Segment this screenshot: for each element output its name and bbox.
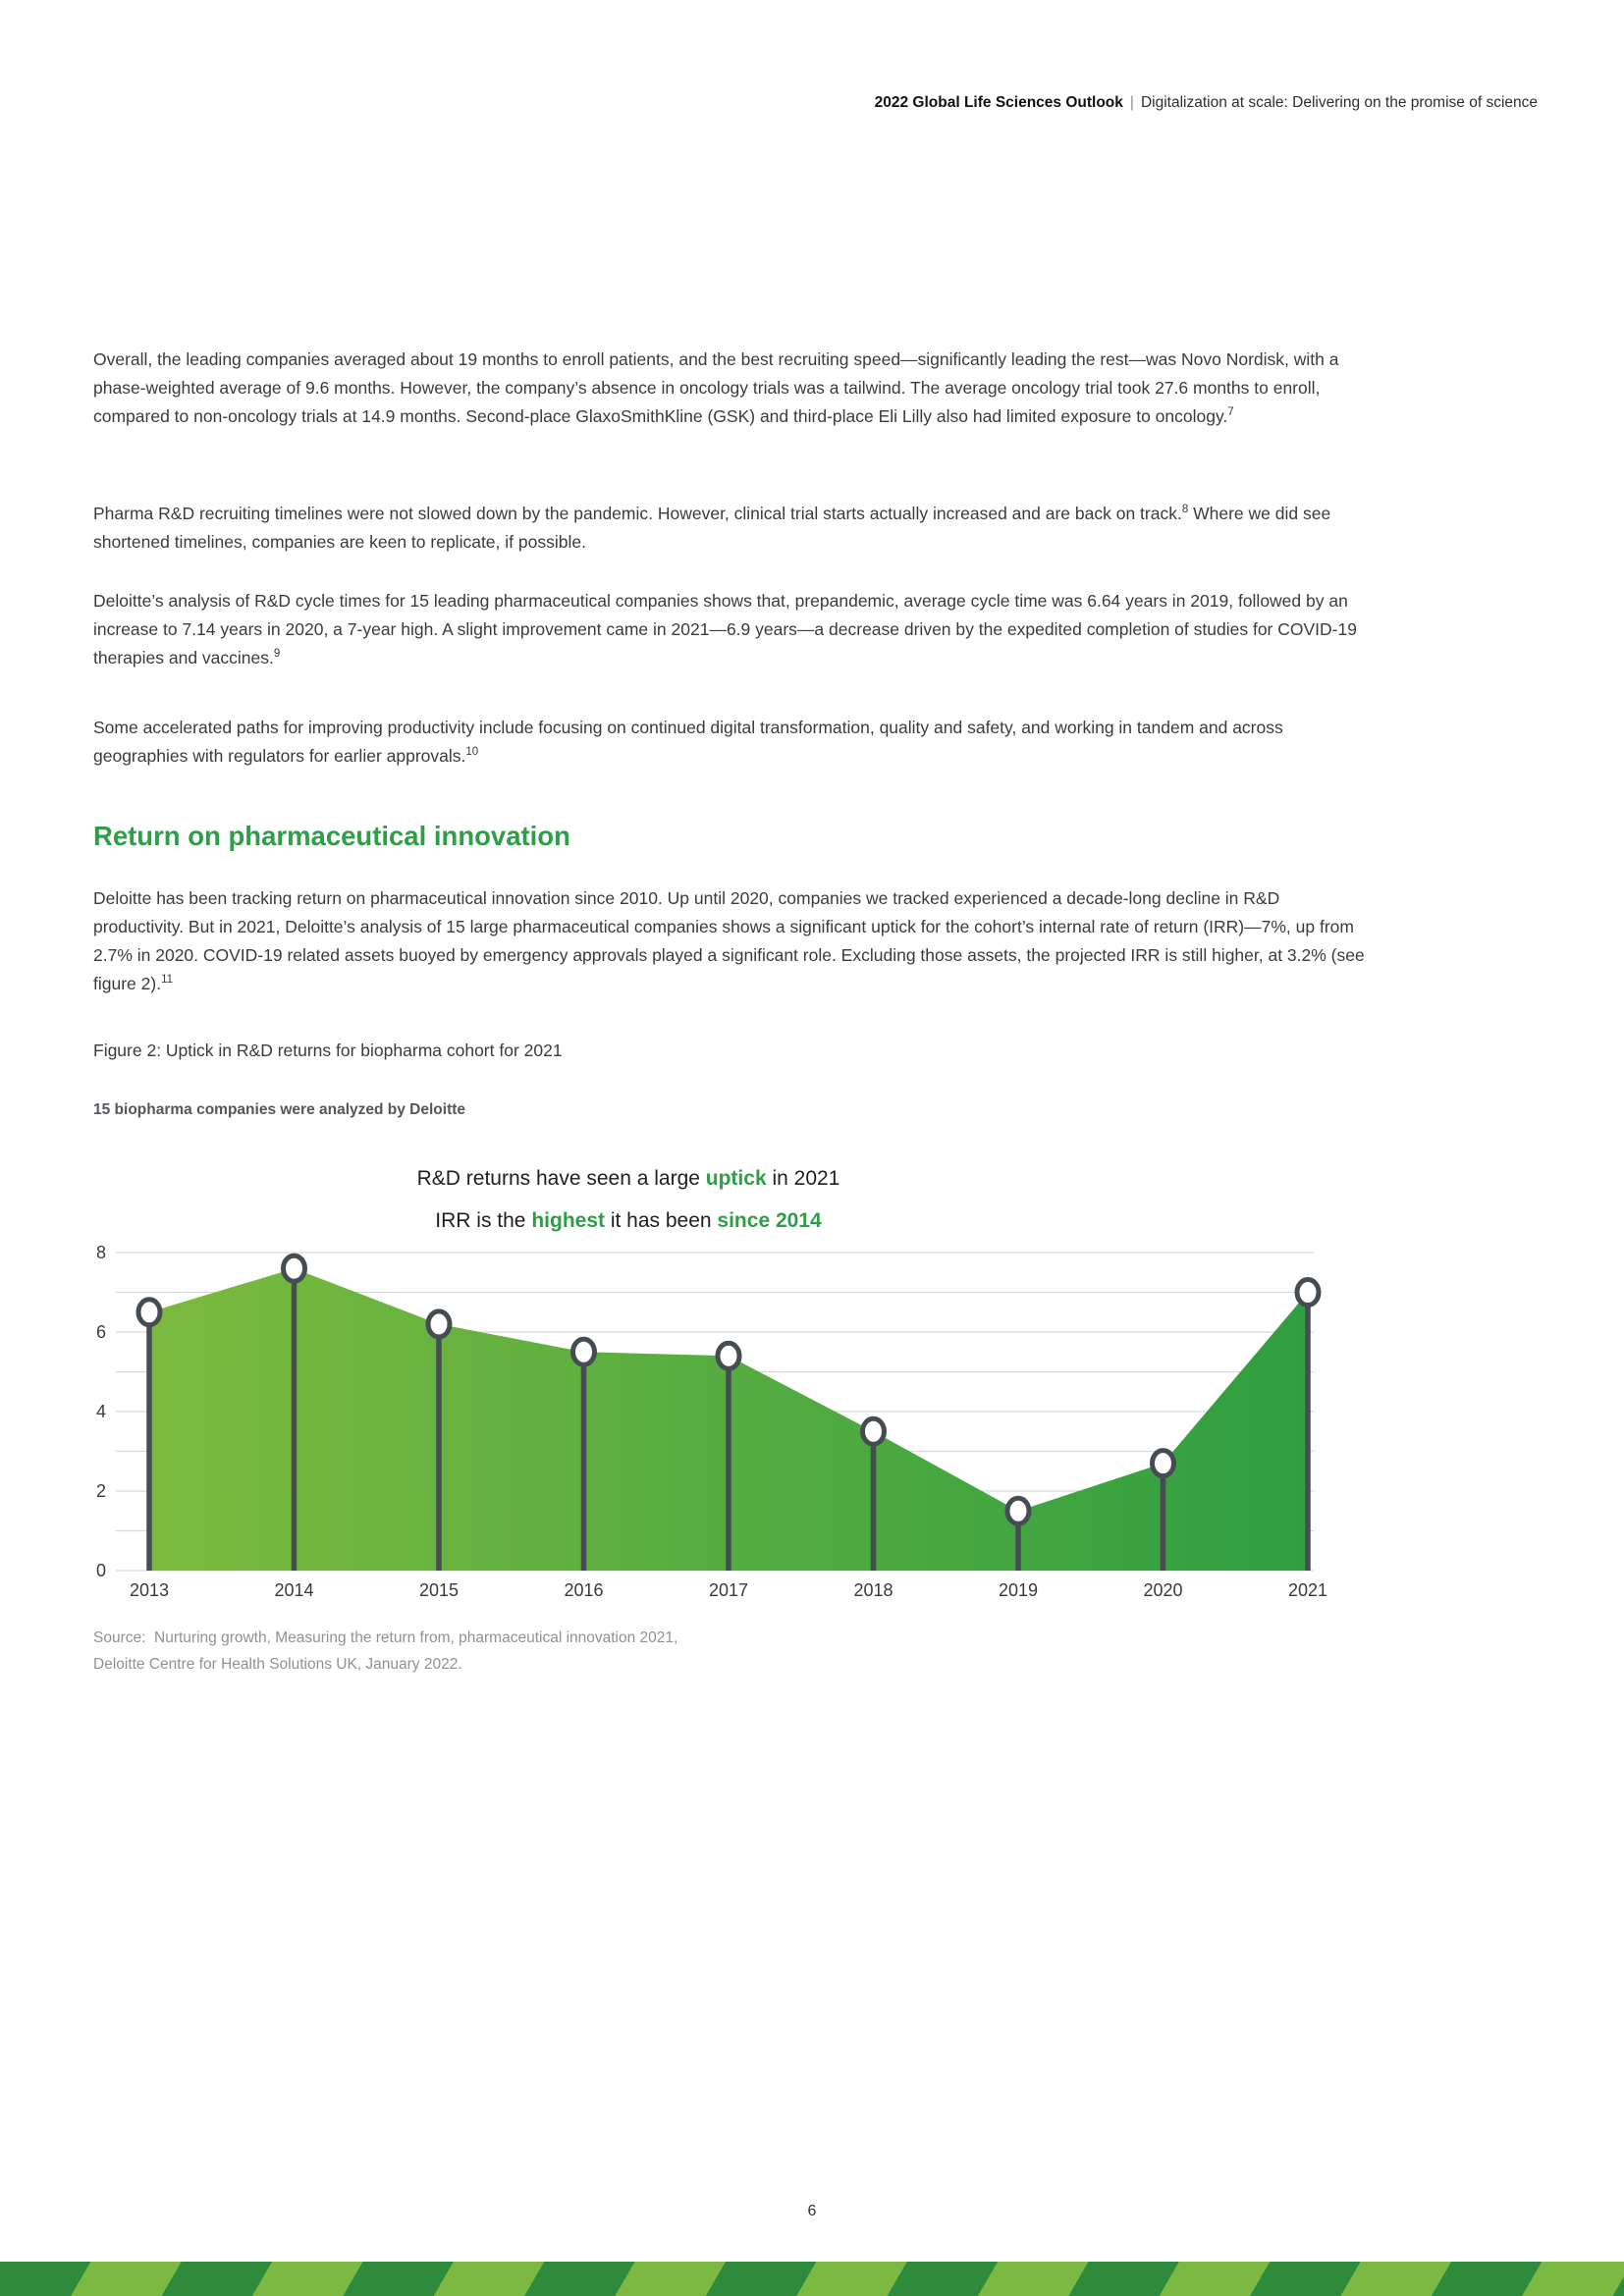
text-segment: since 2014	[717, 1209, 822, 1232]
text-segment: it has been	[605, 1209, 718, 1232]
paragraph-enrollment	[93, 346, 1372, 431]
svg-text:2021: 2021	[1287, 1580, 1328, 1600]
source-line-2: Deloitte Centre for Health Solutions UK, January 2022.	[93, 1656, 462, 1673]
text-segment: Some accelerated paths for improving productivity include focusing on continued digital transformation, quality and safety, and working in tandem and across geographies with regulators for earlier approvals.	[93, 718, 1283, 766]
area-chart	[79, 1243, 1335, 1621]
source-line-1: Source: Nurturing growth, Measuring the return from, pharmaceutical innovation 2021,	[93, 1629, 678, 1646]
paragraph-recruiting-timelines	[93, 500, 1372, 557]
superscript-reference: 7	[1227, 406, 1234, 418]
svg-text:2015: 2015	[418, 1580, 460, 1600]
text-segment: in 2021	[766, 1167, 840, 1190]
svg-text:2017: 2017	[708, 1580, 749, 1600]
text-segment: Deloitte has been tracking return on pharmaceutical innovation since 2010. Up until 2020, companies we tracked experienced a decade-long decline in R&D productivity. But in 2021, Deloitte’s analysis of 15 large pharmaceutical companies shows a significant uptick for the cohort’s internal rate of return (IRR)—7%, up from 2.7% in 2020. COVID-19 related assets buoyed by emergency approvals played a significant role. Excluding those assets, the projected IRR is still higher, at 3.2% (see figure 2).	[93, 888, 1365, 993]
text-segment: Deloitte’s analysis of R&D cycle times for 15 leading pharmaceutical companies shows that, prepandemic, average cycle time was 6.64 years in 2019, followed by an increase to 7.14 years in 2020, a 7-year high. A slight improvement came in 2021—6.9 years—a decrease driven by the expedited completion of studies for COVID-19 therapies and vaccines.	[93, 591, 1357, 667]
chart-title-line-1	[93, 1166, 1164, 1192]
text-segment: Overall, the leading companies averaged about 19 months to enroll patients, and the best recruiting speed—significantly leading the rest—was Novo Nordisk, with a phase-weighted average of 9.6 months. However, the company’s absence in oncology trials was a tailwind. The average oncology trial took 27.6 months to enroll, compared to non-oncology trials at 14.9 months. Second-place GlaxoSmithKline (GSK) and third-place Eli Lilly also had limited exposure to oncology.	[93, 349, 1339, 426]
text-segment: highest	[531, 1209, 605, 1232]
svg-text:2020: 2020	[1143, 1580, 1183, 1600]
paragraph-irr-uptick	[93, 884, 1372, 998]
text-segment: R&D returns have seen a large	[416, 1167, 706, 1190]
chart-x-labels	[130, 1580, 1327, 1600]
text-segment: Where we did see shortened timelines, companies are keen to replicate, if possible.	[93, 504, 1331, 552]
superscript-reference: 11	[161, 974, 174, 986]
svg-text:2014: 2014	[274, 1580, 314, 1600]
figure-subtitle: 15 biopharma companies were analyzed by Deloitte	[93, 1101, 466, 1118]
superscript-reference: 9	[273, 648, 281, 660]
header-separator: |	[1129, 94, 1134, 111]
footer-stripes	[0, 2262, 1624, 2296]
text-segment: uptick	[705, 1167, 767, 1190]
svg-text:2013: 2013	[129, 1580, 170, 1600]
chart-source	[93, 1625, 977, 1678]
chapter-title: Digitalization at scale: Delivering on the promise of science	[1140, 94, 1538, 111]
svg-text:0: 0	[95, 1561, 106, 1580]
superscript-reference: 8	[1181, 504, 1189, 515]
svg-text:2018: 2018	[853, 1580, 893, 1600]
svg-text:2019: 2019	[998, 1580, 1039, 1600]
svg-text:6: 6	[95, 1322, 106, 1342]
figure2-chart	[79, 1243, 1335, 1621]
paragraph-accelerated-paths	[93, 714, 1372, 771]
svg-text:8: 8	[95, 1243, 106, 1262]
section-heading: Return on pharmaceutical innovation	[93, 821, 570, 851]
text-segment: IRR is the	[435, 1209, 532, 1232]
chart-title-line-2	[93, 1208, 1164, 1234]
svg-text:4: 4	[95, 1402, 106, 1421]
figure-caption: Figure 2: Uptick in R&D returns for biopharma cohort for 2021	[93, 1041, 563, 1060]
report-title: 2022 Global Life Sciences Outlook	[874, 94, 1123, 111]
text-segment: Pharma R&D recruiting timelines were not slowed down by the pandemic. However, clinical trial starts actually increased and are back on track.	[93, 504, 1182, 523]
svg-text:2: 2	[95, 1481, 106, 1501]
superscript-reference: 10	[465, 746, 479, 758]
paragraph-cycle-times	[93, 587, 1372, 672]
page-number: 6	[807, 2203, 817, 2219]
chart-y-labels	[96, 1243, 106, 1580]
svg-text:2016: 2016	[564, 1580, 604, 1600]
running-header	[875, 94, 1538, 112]
